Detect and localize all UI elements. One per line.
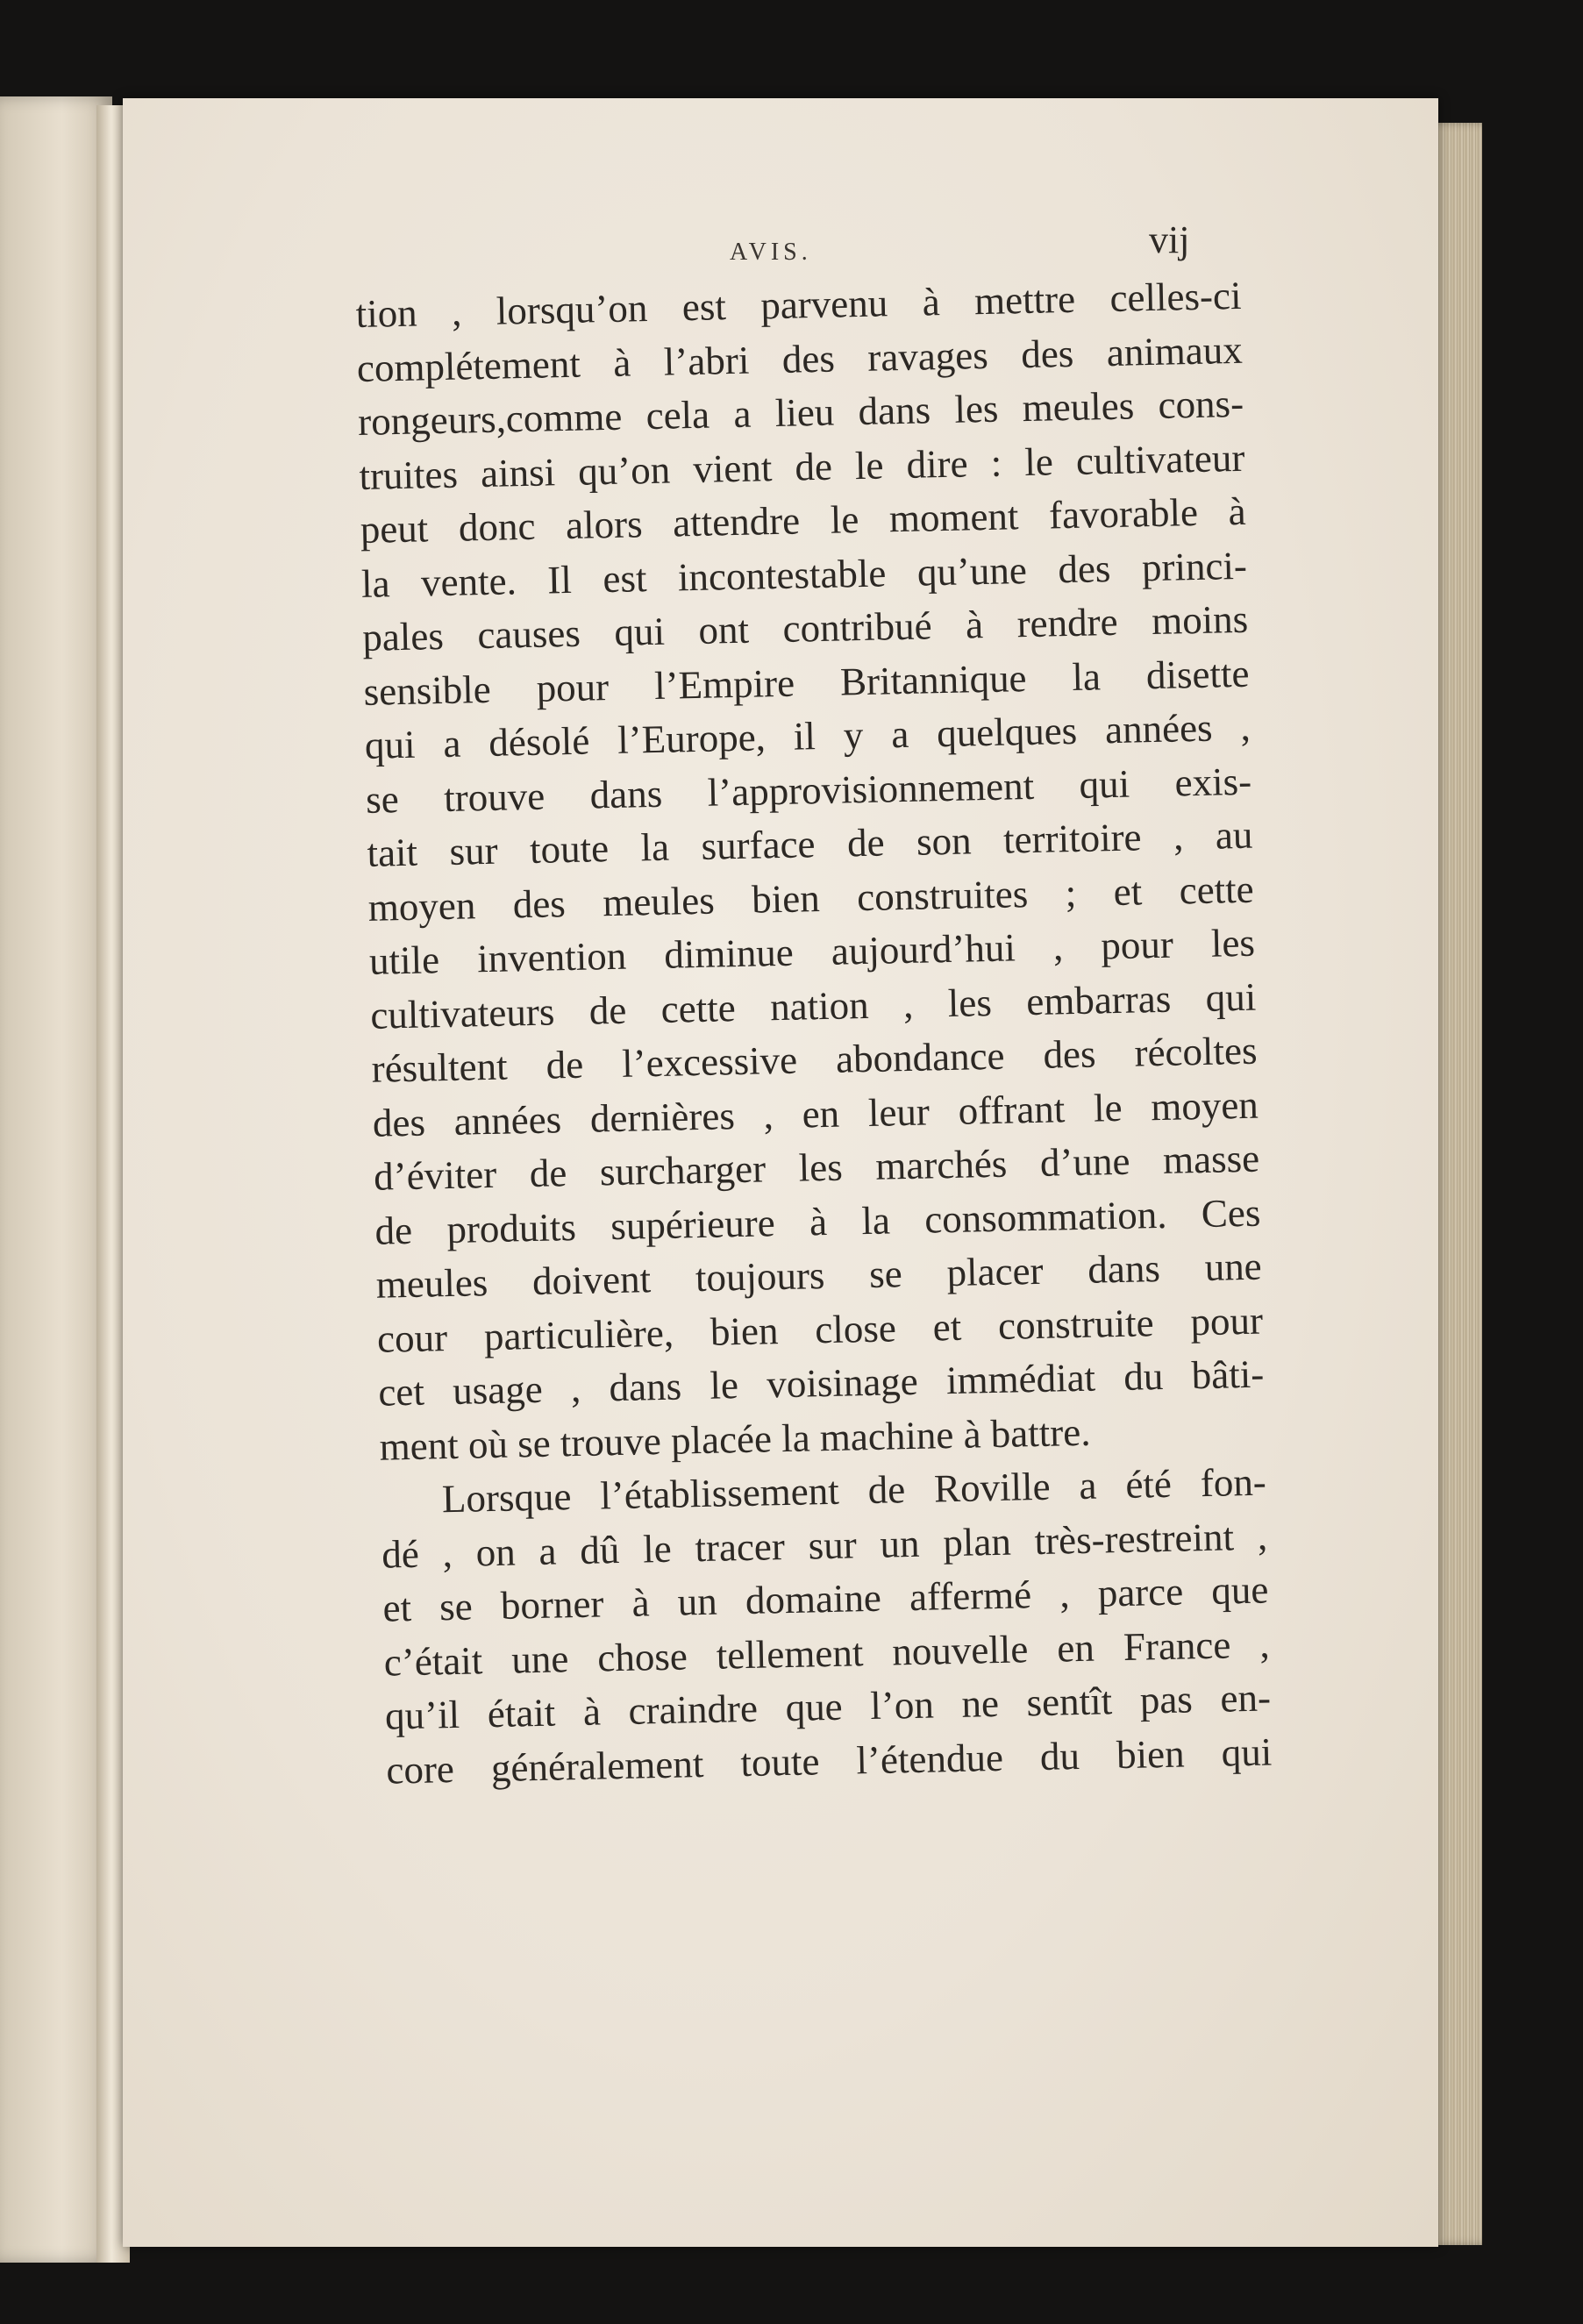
page-number: vij bbox=[1149, 218, 1190, 261]
text-line: ment où se trouve placée la machine à battre. bbox=[379, 1409, 1091, 1469]
text-line: cultivateurs de cette nation , les embarras qui bbox=[369, 974, 1257, 1037]
text-line: dé , on a dû le tracer sur un plan très-restreint , bbox=[381, 1514, 1268, 1577]
text-line: peut donc alors attendre le moment favorable à bbox=[360, 488, 1247, 552]
text-line: qui a désolé l’Europe, il y a quelques années , bbox=[364, 704, 1251, 767]
text-line: de produits supérieure à la consommation. Ces bbox=[374, 1190, 1261, 1253]
text-line: la vente. Il est incontestable qu’une des princi- bbox=[360, 543, 1248, 606]
text-line: rongeurs,comme cela a lieu dans les meules cons- bbox=[357, 381, 1244, 444]
facing-page-edge bbox=[0, 96, 112, 2263]
text-line: se trouve dans l’approvisionnement qui exis- bbox=[365, 759, 1252, 822]
text-line: tait sur toute la surface de son territoire , au bbox=[366, 812, 1253, 875]
text-line: et se borner à un domaine affermé , parce que bbox=[382, 1567, 1269, 1630]
text-line: meules doivent toujours se placer dans une bbox=[375, 1244, 1263, 1307]
text-line: qu’il était à craindre que l’on ne sentît pas en- bbox=[384, 1675, 1272, 1738]
text-line: cet usage , dans le voisinage immédiat du bâti- bbox=[377, 1351, 1265, 1415]
text-line: c’était une chose tellement nouvelle en France , bbox=[383, 1622, 1271, 1685]
text-line: truites ainsi qu’on vient de le dire : le cultivateur bbox=[358, 435, 1245, 498]
text-line: pales causes qui ont contribué à rendre moins bbox=[361, 596, 1249, 659]
text-line: cour particulière, bien close et construite pour bbox=[376, 1298, 1264, 1361]
text-line: core généralement toute l’étendue du bien qui bbox=[385, 1729, 1273, 1793]
text-line: tion , lorsqu’on est parvenu à mettre celles-ci bbox=[355, 273, 1242, 336]
body-text bbox=[355, 269, 1273, 1798]
text-line: complétement à l’abri des ravages des animaux bbox=[356, 327, 1244, 390]
text-line: d’éviter de surcharger les marchés d’une masse bbox=[373, 1136, 1260, 1199]
text-line: moyen des meules bien construites ; et cette bbox=[367, 866, 1255, 930]
text-line: résultent de l’excessive abondance des récoltes bbox=[371, 1028, 1258, 1091]
text-line: utile invention diminue aujourd’hui , pour les bbox=[368, 920, 1256, 983]
paragraph-first-line: Lorsque l’établissement de Roville a été fon- bbox=[441, 1459, 1267, 1522]
running-head: AVIS. bbox=[730, 239, 812, 266]
text-line: sensible pour l’Empire Britannique la disette bbox=[363, 651, 1250, 714]
text-line: des années dernières , en leur offrant le moyen bbox=[372, 1082, 1259, 1145]
